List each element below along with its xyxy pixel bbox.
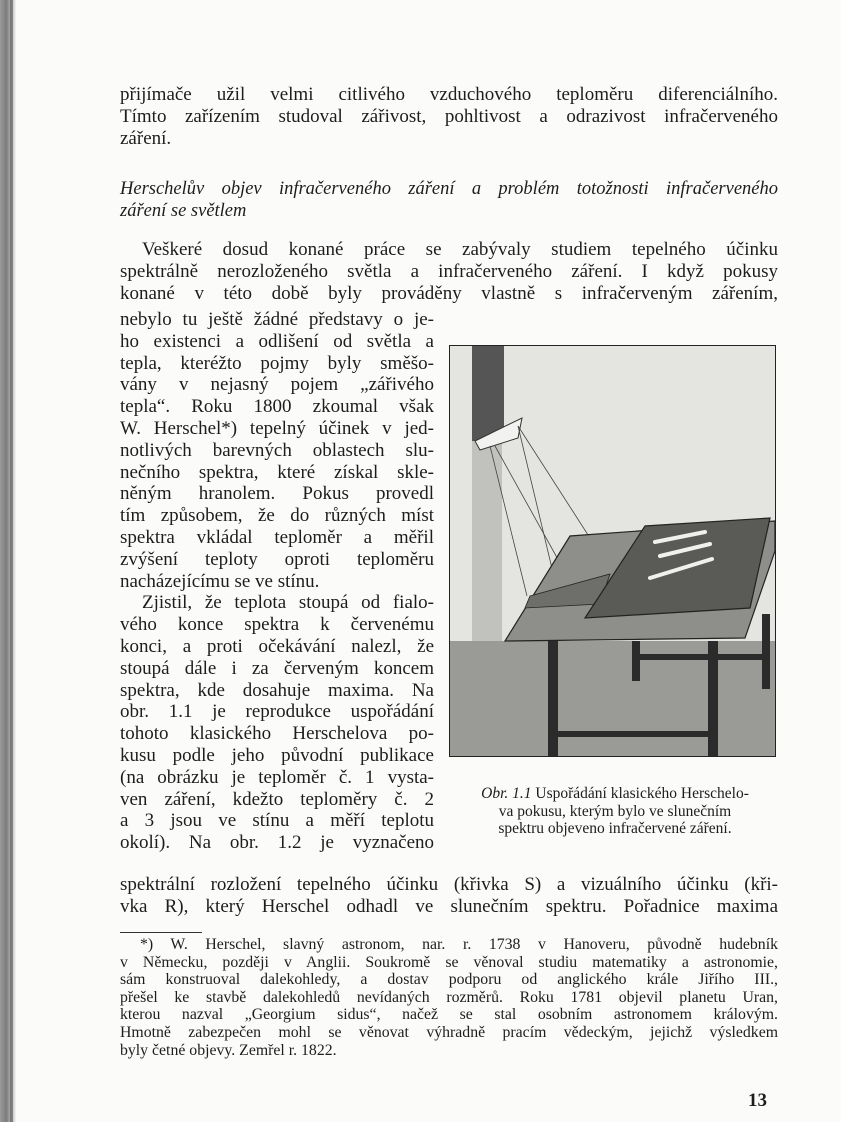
caption-line: va pokusu, kterým bylo ve slunečním — [498, 802, 732, 820]
text-line: vého konce spektra k červenému — [120, 614, 434, 636]
text-line: a 3 jsou ve stínu a měří teplotu — [120, 810, 434, 832]
text-line: přijímače užil velmi citlivého vzduchového teploměru diferenciálního. — [120, 84, 778, 105]
figure-caption — [450, 785, 780, 838]
text-line: spektra, kde dosahuje maxima. Na — [120, 679, 434, 701]
footnote-line: přešel ke stavbě dalekohledů nevídaných rozměrů. Roku 1781 objevil planetu Uran, — [120, 988, 778, 1006]
continuation-full-width — [120, 874, 778, 918]
continuation-paragraph — [120, 84, 778, 149]
book-binding-shadow — [0, 0, 16, 1122]
footnote-rule — [120, 932, 202, 933]
text-line: (na obrázku je teploměr č. 1 vysta- — [120, 766, 434, 788]
text-line: okolí). Na obr. 1.2 je vyznačeno — [120, 832, 434, 854]
page-number: 13 — [748, 1090, 767, 1111]
footnote-line: *) W. Herschel, slavný astronom, nar. r. 1738 v Hanoveru, původně hudebník — [140, 936, 778, 953]
text-line: W. Herschel*) tepelný účinek v jed- — [120, 417, 434, 439]
text-line: vány v nejasný pojem „zářivého — [120, 374, 434, 396]
text-line: záření. — [120, 127, 172, 149]
figure-herschel-apparatus — [449, 345, 776, 757]
text-line: notlivých barevných oblastech slu- — [120, 439, 434, 461]
text-line: tím způsobem, že do různých míst — [120, 505, 434, 527]
text-line: Veškeré dosud konané práce se zabývaly studiem tepelného účinku — [142, 239, 778, 260]
footnote-line: byly četné objevy. Zemřel r. 1822. — [120, 1041, 337, 1059]
text-line: obr. 1.1 je reprodukce uspořádání — [120, 701, 434, 723]
text-line: konané v této době byly prováděny vlastně s infračerveným zářením, — [120, 282, 778, 304]
section-heading — [120, 178, 778, 222]
text-line: ho existenci a odlišení od světla a — [120, 330, 434, 352]
text-line: spektrálně nerozloženého světla a infračerveného záření. I když pokusy — [120, 260, 778, 282]
text-line: konci, a proti očekávání nalezl, že — [120, 635, 434, 657]
text-line: nebylo tu ještě žádné představy o je- — [120, 309, 434, 330]
text-line: něným hranolem. Pokus provedl — [120, 483, 434, 505]
text-line: nečního spektra, které získal skle- — [120, 461, 434, 483]
apparatus-illustration — [450, 346, 775, 756]
footnote-line: Hmotně zabezpečen mohl se věnovat výhradně pracím vědeckým, jejichž výsledkem — [120, 1023, 778, 1041]
text-line: vka R), který Herschel odhadl ve slunečním spektru. Pořadnice maxima — [120, 895, 778, 917]
text-line: zvýšení teploty oproti teploměru — [120, 548, 434, 570]
footnote — [120, 936, 778, 1059]
window-dark-strip — [472, 346, 504, 441]
caption-line: Uspořádání klasického Herschelo- — [531, 785, 749, 802]
text-line: tohoto klasického Herschelova po- — [120, 723, 434, 745]
text-line: Zjistil, že teplota stoupá od fialo- — [142, 592, 434, 614]
text-line: ven záření, kdežto teploměry č. 2 — [120, 788, 434, 810]
text-line: Tímto zařízením studoval zářivost, pohltivost a odrazivost infračerveného — [120, 105, 778, 127]
heading-line: záření se světlem — [120, 201, 247, 221]
text-line: stoupá dále i za červeným koncem — [120, 657, 434, 679]
text-column — [120, 309, 434, 854]
figure-label: Obr. 1.1 — [481, 785, 532, 802]
text-line: spektra vkládal teploměr a měřil — [120, 526, 434, 548]
footnote-line: v Německu, později v Anglii. Soukromě se věnoval studiu matematiky a astronomie, — [120, 953, 778, 971]
footnote-line: sám konstruoval dalekohledy, a dostav podporu od anglického krále Jiřího III., — [120, 971, 778, 989]
text-line: kusu podle jeho původní publikace — [120, 744, 434, 766]
text-line: tepla“. Roku 1800 zkoumal však — [120, 396, 434, 418]
intro-paragraph — [120, 239, 778, 304]
text-line: tepla, kteréžto pojmy byly směšo- — [120, 352, 434, 374]
text-line: spektrální rozložení tepelného účinku (křivka S) a vizuálního účinku (kři- — [120, 874, 778, 895]
text-line: nacházejícímu se ve stínu. — [120, 570, 320, 592]
caption-line: spektru objeveno infračervené záření. — [498, 820, 732, 837]
footnote-line: kterou nazval „Georgium sidus“, načež se stal osobním astronomem královým. — [120, 1006, 778, 1024]
heading-line: Herschelův objev infračerveného záření a problém totožnosti infračerveného — [120, 179, 778, 199]
